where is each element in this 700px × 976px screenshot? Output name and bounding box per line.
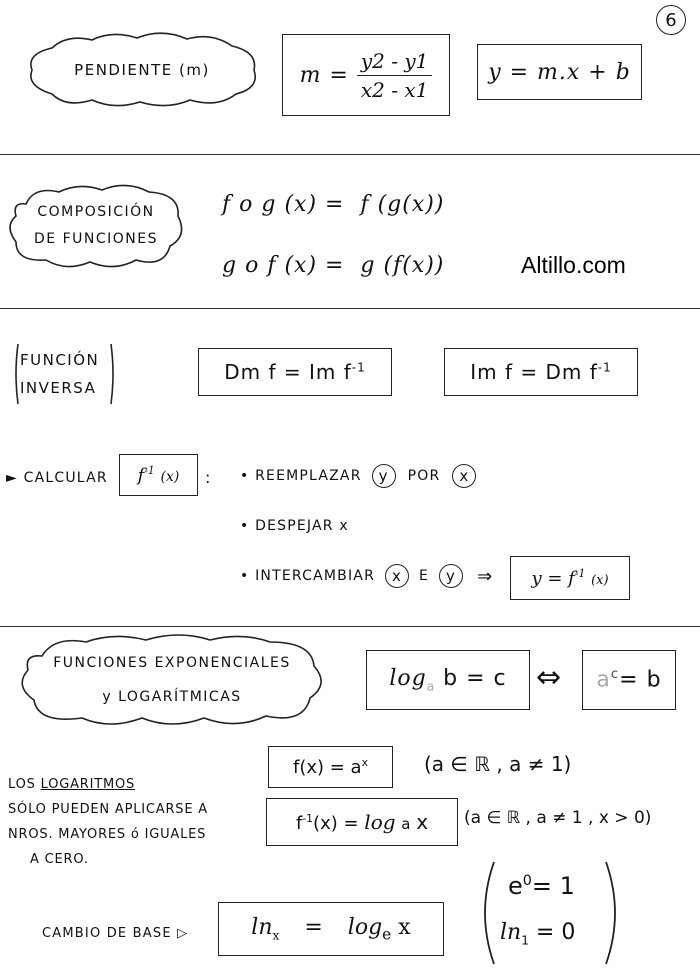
divider-1 [0, 154, 700, 155]
implies-arrow: ⇒ [477, 565, 494, 587]
ln-word: ln [251, 914, 273, 940]
ln-sub: x [272, 928, 280, 943]
composition-eq-2: g o f (x) = g (f(x)) [222, 253, 445, 278]
calcular-colon: : [205, 468, 212, 487]
identity-e0-sup: 0 [522, 873, 532, 889]
log-function-mid: (x) = [313, 813, 359, 834]
identity-ln1-rest: = 0 [535, 920, 576, 945]
log-definition-box [366, 650, 530, 710]
step-reemplazar-por: POR [407, 468, 441, 484]
change-base-equals: = [304, 914, 323, 940]
inverse-result-box [510, 556, 630, 600]
identity-e0-rest: = 1 [531, 872, 575, 900]
domain-image-eq-1-sup: -1 [351, 360, 366, 375]
log-e-word: log [347, 914, 383, 940]
change-base-box [218, 902, 444, 956]
step-reemplazar [240, 464, 480, 488]
exp-function-condition: (a ∈ ℝ , a ≠ 1) [424, 752, 572, 776]
calcular-box [119, 454, 198, 496]
inverse-title-line1: FUNCIÓN [20, 351, 100, 369]
exp-rest: = b [619, 667, 662, 693]
line-equation-box [477, 44, 642, 100]
domain-image-box-2 [444, 348, 638, 396]
step-despejar: • DESPEJAR x [240, 518, 349, 534]
slope-numerator: y2 - y1 [357, 49, 433, 76]
circled-y-2: y [439, 564, 463, 588]
note-line-1 [8, 772, 208, 797]
domain-image-eq-2 [470, 360, 612, 384]
note-line-3: NROS. MAYORES ó IGUALES [8, 827, 207, 842]
step-intercambiar-e: E [419, 568, 430, 584]
circled-x-1: x [452, 464, 476, 488]
exp-base: a [596, 667, 611, 693]
slope-formula-box [282, 34, 450, 116]
note-line-1-pre: LOS [8, 777, 36, 792]
domain-image-eq-2-sup: -1 [597, 360, 612, 375]
cloud-exponenciales-line1: FUNCIONES EXPONENCIALES [53, 655, 291, 671]
log-function-f: f [295, 813, 303, 834]
identity-ln1-ln: ln [500, 920, 522, 945]
logarithm-note [8, 772, 208, 872]
log-function-sup: -1 [302, 812, 314, 825]
note-line-2: SÓLO PUEDEN APLICARSE A [8, 802, 208, 817]
change-base-eq [251, 915, 410, 943]
page-number-badge [656, 5, 686, 35]
inverse-result-arg: (x) [591, 573, 609, 588]
composition-eq-1: f o g (x) = f (g(x)) [222, 192, 445, 217]
exp-function-eq [293, 756, 368, 778]
calcular-box-f: f [137, 465, 145, 486]
step-reemplazar-text: • REEMPLAZAR [240, 468, 362, 484]
note-line-1-underlined: LOGARITMOS [40, 777, 136, 792]
inverse-result-text: y = f [531, 568, 575, 589]
cloud-composicion-line1: COMPOSICIÓN [37, 204, 155, 220]
calcular-label: ► CALCULAR [6, 470, 108, 486]
iff-arrow: ⇔ [536, 660, 562, 695]
calcular-box-eq [138, 464, 180, 486]
domain-image-eq-1 [224, 360, 366, 384]
watermark: Altillo.com [521, 252, 626, 278]
domain-image-box-1 [198, 348, 392, 396]
cloud-exponenciales [14, 630, 330, 730]
note-line-4: A CERO. [30, 852, 89, 867]
slope-fraction [357, 49, 433, 102]
circled-x-2: x [385, 564, 409, 588]
cloud-pendiente-label: PENDIENTE (m) [74, 61, 210, 79]
circled-y-1: y [372, 464, 396, 488]
log-function-base: a [401, 815, 411, 833]
log-rest: b = c [443, 666, 507, 692]
exp-function-box [268, 746, 393, 788]
step-intercambiar-text: • INTERCAMBIAR [240, 568, 376, 584]
divider-2 [0, 308, 700, 309]
domain-image-eq-2-text: Im f = Dm f [470, 360, 598, 384]
exp-function-text: f(x) = a [293, 757, 362, 778]
inverse-result-eq [531, 567, 608, 589]
line-equation: y = m.x + b [488, 59, 631, 85]
inverse-title-line2: INVERSA [20, 379, 97, 397]
page-number: 6 [665, 9, 677, 31]
log-function-condition: (a ∈ ℝ , a ≠ 1 , x > 0) [464, 808, 652, 828]
cloud-pendiente [22, 30, 262, 110]
log-e-base: e [382, 925, 392, 944]
log-function-var: x [416, 810, 429, 834]
inverse-title [12, 340, 117, 408]
log-word: log [389, 666, 427, 692]
slope-lhs: m = [299, 62, 349, 88]
identities-group [476, 858, 624, 968]
exp-sup: c [610, 667, 620, 683]
log-function-log: log [364, 810, 396, 834]
exp-definition-eq [596, 667, 661, 692]
step-intercambiar [240, 564, 499, 588]
log-definition-eq [389, 666, 506, 693]
divider-3 [0, 626, 700, 627]
slope-denominator: x2 - x1 [360, 77, 429, 102]
identity-ln1 [500, 920, 575, 947]
log-e-var: x [398, 914, 411, 940]
exp-definition-box [582, 650, 676, 710]
identity-ln1-sub: 1 [521, 933, 529, 948]
cloud-composicion-line2: DE FUNCIONES [34, 231, 158, 247]
identity-e0-base: e [508, 872, 523, 900]
exp-function-sup: x [361, 756, 368, 769]
calcular-box-sup: -1 [144, 464, 155, 477]
identity-e0 [508, 872, 575, 900]
inverse-result-sup: -1 [574, 567, 586, 580]
calcular-box-arg: (x) [160, 469, 180, 485]
cloud-composicion [4, 180, 188, 272]
log-function-box [266, 798, 458, 846]
domain-image-eq-1-text: Dm f = Im f [224, 360, 352, 384]
log-base: a [426, 679, 436, 694]
log-function-eq [296, 810, 428, 834]
change-base-label: CAMBIO DE BASE ▷ [42, 926, 189, 941]
cloud-exponenciales-line2: y LOGARÍTMICAS [102, 689, 242, 705]
